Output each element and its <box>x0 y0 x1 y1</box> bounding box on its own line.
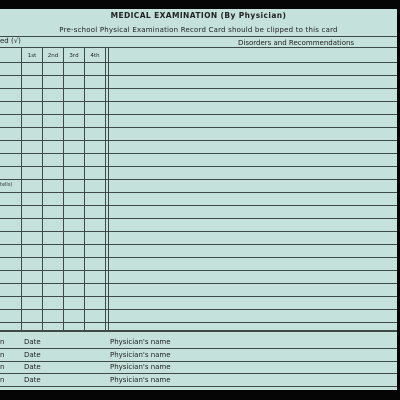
rule <box>0 75 397 76</box>
footer-prefix: n <box>0 351 5 359</box>
rule <box>0 218 397 219</box>
footer-row <box>0 376 397 386</box>
column-divider <box>63 47 64 330</box>
rule <box>0 101 397 102</box>
rule <box>0 348 397 349</box>
rule <box>0 114 397 115</box>
rule <box>0 231 397 232</box>
table-bottom-rule <box>0 330 397 332</box>
rule <box>0 36 397 37</box>
rule <box>0 179 397 180</box>
rule <box>0 386 397 387</box>
rule <box>0 283 397 284</box>
column-header-2nd: 2nd <box>47 53 59 59</box>
column-divider <box>108 47 109 330</box>
rule <box>0 192 397 193</box>
column-header-1st: 1st <box>27 53 37 59</box>
physician-name-label: Physician's name <box>110 351 171 359</box>
column-divider <box>84 47 85 330</box>
physician-name-label: Physician's name <box>110 376 171 384</box>
physician-name-label: Physician's name <box>110 338 171 346</box>
medical-exam-card <box>0 9 397 390</box>
rule <box>0 47 397 48</box>
footer-row <box>0 338 397 348</box>
date-label: Date <box>24 363 41 371</box>
card-title: MEDICAL EXAMINATION (By Physician) <box>110 11 287 20</box>
rule <box>0 140 397 141</box>
disorders-header: Disorders and Recommendations <box>238 39 355 47</box>
column-divider <box>21 47 22 330</box>
card-subtitle: Pre-school Physical Examination Record Card should be clipped to this card <box>59 26 338 34</box>
column-header-4th: 4th <box>90 53 100 59</box>
side-note: tells) <box>0 182 13 188</box>
rule <box>0 309 397 310</box>
rule <box>0 166 397 167</box>
checked-column-header: ed (√) <box>0 37 21 45</box>
footer-prefix: n <box>0 376 5 384</box>
rule <box>0 88 397 89</box>
footer-row <box>0 351 397 361</box>
column-divider <box>42 47 43 330</box>
footer-prefix: n <box>0 338 5 346</box>
date-label: Date <box>24 338 41 346</box>
date-label: Date <box>24 376 41 384</box>
physician-name-label: Physician's name <box>110 363 171 371</box>
rule <box>0 322 397 323</box>
rule <box>0 127 397 128</box>
rule <box>0 244 397 245</box>
column-header-3rd: 3rd <box>69 53 79 59</box>
column-divider <box>105 47 106 330</box>
rule <box>0 296 397 297</box>
rule <box>0 153 397 154</box>
rule <box>0 205 397 206</box>
rule <box>0 257 397 258</box>
rule <box>0 361 397 362</box>
rule <box>0 62 397 63</box>
rule <box>0 270 397 271</box>
footer-row <box>0 363 397 373</box>
date-label: Date <box>24 351 41 359</box>
rule <box>0 373 397 374</box>
footer-prefix: n <box>0 363 5 371</box>
